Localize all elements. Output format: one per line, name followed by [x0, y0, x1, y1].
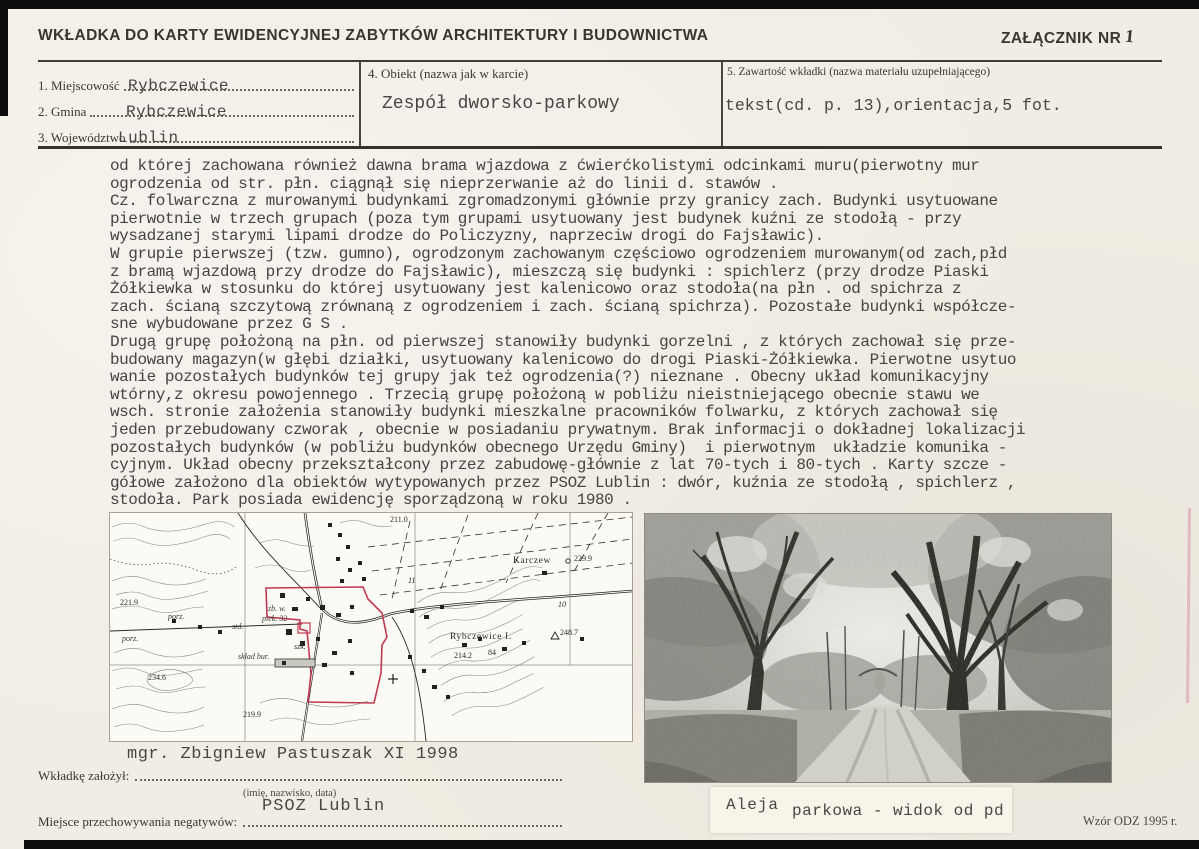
body-line: jeden przebudowany czworak , obecnie w posiadaniu prywatnym. Brak informacji o dokładnej lokalizacji [110, 420, 1026, 439]
map-label: porz. [122, 634, 139, 643]
map-label: porz. [168, 612, 185, 621]
map-label: piek. 32 [262, 614, 288, 623]
founder-label: Wkładkę założył: [38, 768, 130, 783]
site-map-image [110, 513, 632, 741]
body-line: W grupie pierwszej (tzw. gumno), ogrodzonym zachowanym częściowo ogrodzeniem murowanym(od zach,płd [110, 244, 1007, 263]
field-zawartosc-label: 5. Zawartość wkładki (nazwa materiału uzupełniającego) [727, 66, 991, 78]
map-graphic [110, 513, 632, 741]
map-label: 11 [408, 576, 416, 585]
photo-grain-texture [645, 514, 1111, 782]
map-label: 229.9 [574, 554, 592, 563]
photo-graphic [645, 514, 1111, 782]
field-wojewodztwo-value: Lublin [118, 129, 179, 147]
body-line: pierwotnie w trzech grupach (poza tym grupami usytuowany jest budynek kuźni ze stodołą - przy [110, 209, 962, 228]
body-line: pozostałych budynków (w pobliżu budynków obecnego Urzędu Gminy) i pierwotnym układzie komunika - [110, 438, 1007, 457]
map-grid-lines [110, 513, 632, 741]
scan-edge-left [0, 0, 8, 116]
map-author-caption: mgr. Zbigniew Pastuszak XI 1998 [127, 745, 459, 764]
map-label: Rybczewice I. [450, 632, 512, 642]
body-line: wysadzanej starymi lipami drodze do Policzyzny, naprzeciw drogi do Fajsławic). [110, 227, 824, 246]
body-line: ogrodzenia od str. płn. ciągnął się nieprzerwanie aż do linii d. stawów . [110, 174, 779, 193]
map-roads [110, 513, 632, 741]
body-line: zach. ścianą szczytową zrównaną z ogrodzeniem i zach. ścianą spichrza). Pozostałe budynki współcze- [110, 297, 1017, 316]
map-label: Karczew [513, 556, 551, 566]
body-line: Drugą grupę położoną na płn. od pierwszej stanowiły budynki gorzelni , z których zachował się prze- [110, 332, 1017, 351]
map-label: szk. [294, 642, 306, 651]
map-triangulation-symbol [551, 632, 559, 639]
field-zawartosc-value: tekst(cd. p. 13),orientacja,5 fot. [725, 96, 1062, 115]
park-alley-photo [645, 514, 1111, 782]
typewritten-text-block [110, 158, 1120, 510]
template-note: Wzór ODZ 1995 r. [1083, 814, 1178, 828]
founder-dots [135, 778, 562, 781]
map-label: 211.0 [390, 515, 408, 524]
map-spot-height-circle [566, 559, 570, 563]
field-obiekt-label: 4. Obiekt (nazwa jak w karcie) [368, 66, 529, 81]
map-label: 214.2 [454, 651, 472, 660]
body-line: sne wybudowane przez G S . [110, 315, 348, 334]
field-gmina [38, 100, 354, 120]
field-obiekt-value: Zespół dworsko-parkowy [382, 94, 620, 114]
map-label: 221.9 [120, 598, 138, 607]
field-wojewodztwo [38, 126, 354, 146]
map-church-cross-symbol [388, 674, 398, 684]
map-label: 234.6 [148, 673, 166, 682]
map-warehouse-building [275, 659, 315, 667]
attachment-label: ZAŁĄCZNIK NR [1001, 30, 1122, 47]
page-title: WKŁADKA DO KARTY EWIDENCYJNEJ ZABYTKÓW ARCHITEKTURY I BUDOWNICTWA [38, 27, 709, 44]
body-line: budowany magazyn(w głębi działki, usytuowany kalenicowo do drogi Piaski-Żółkiewka. Pierwotne usytuo [110, 350, 1017, 369]
founder-row [38, 768, 562, 784]
map-label: 84 [488, 648, 496, 657]
map-label: 10 [558, 600, 566, 609]
negatives-row [38, 814, 562, 830]
attachment-number-block [1001, 27, 1135, 48]
body-line: stodoła. Park posiada ewidencję sporządzoną w roku 1980 . [110, 491, 632, 510]
negatives-dots [243, 824, 562, 827]
map-stream [110, 559, 236, 574]
photo-caption-label [710, 787, 1012, 833]
field-miejscowosc-label: 1. Miejscowość [38, 78, 120, 93]
body-line: wtórny,z okresu powojennego . Trzecią grupę położoną w pobliżu nieistniejącego obecnie stawu we [110, 385, 980, 404]
body-line: od której zachowana również dawna brama wjazdowa z ćwierćkolistymi odcinkami muru(pierwotny mur [110, 157, 980, 175]
field-wojewodztwo-label: 3. Województwo [38, 130, 126, 145]
field-gmina-value: Rybczewice [126, 103, 228, 121]
table-divider-1 [359, 62, 361, 146]
photo-caption-rest: parkowa - widok od pd [792, 802, 1005, 820]
map-buildings [172, 523, 584, 699]
scan-artifact-streak [1186, 508, 1191, 703]
map-label: 248.7 [560, 628, 578, 637]
map-field-boundaries [368, 513, 632, 599]
map-label: std. [232, 622, 244, 631]
header-form-table [38, 60, 1162, 149]
scan-edge-top [0, 0, 1199, 9]
field-miejscowosc-value: Rybczewice [128, 77, 230, 95]
body-line: Cz. folwarczna z murowanymi budynkami zgromadzonymi głównie przy granicy zach. Budynki usytuowane [110, 192, 998, 211]
field-miejscowosc [38, 74, 354, 94]
founder-value: PSOZ Lublin [262, 797, 386, 816]
attachment-number: 1 [1124, 25, 1136, 47]
negatives-label: Miejsce przechowywania negatywów: [38, 814, 238, 829]
field-gmina-label: 2. Gmina [38, 104, 87, 119]
body-line: z bramą wjazdową przy drodze do Fajsławic), mieszczą się budynki : spichlerz (przy drodze Piaski [110, 262, 989, 281]
body-line: gółowe założono dla obiektów wytypowanych przez PSOZ Lublin : dwór, kuźnia ze stodołą , spichlerz , [110, 473, 1017, 492]
founder-hint: (imię, nazwisko, data) [243, 788, 337, 799]
body-line: wsch. stronie założenia stanowiły budynki mieszkalne pracowników folwarku, z których zachował się [110, 403, 998, 422]
body-line: cyjnym. Układ obecny przekształcony przez zabudowę-głównie z lat 70-tych i 80-tych . Karty szcze - [110, 456, 1007, 475]
body-line: wanie pozostałych budynków tej grupy jak też ogrodzenia(?) nieznane . Obecny układ komunikacyjny [110, 368, 989, 387]
photo-caption-lead: Aleja [726, 796, 780, 814]
map-label: 219.9 [243, 710, 261, 719]
map-label: skład bur. [238, 652, 270, 661]
scan-edge-bottom [24, 840, 1199, 849]
table-divider-2 [721, 62, 723, 146]
map-label: zb. w. [268, 604, 286, 613]
body-line: Żółkiewka w stosunku do której usytuowany jest kalenicowo oraz stodoła(na płn . od spichrza z [110, 280, 962, 299]
